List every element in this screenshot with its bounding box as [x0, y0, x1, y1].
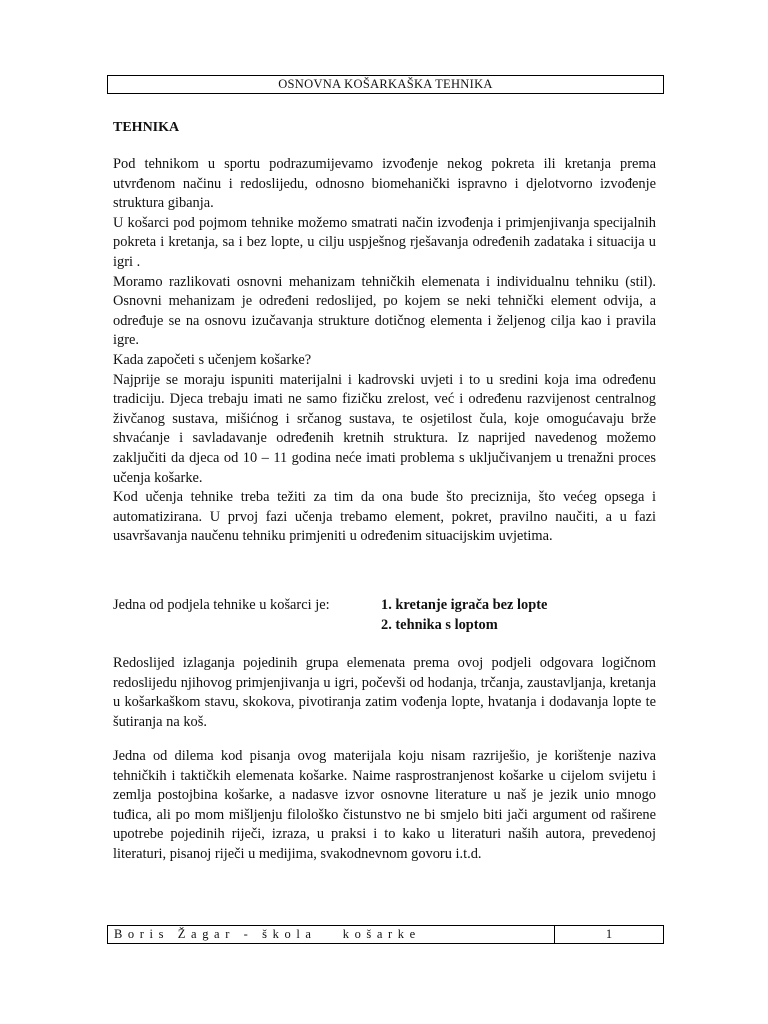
division-intro: Jedna od podjela tehnike u košarci je:: [113, 597, 330, 613]
paragraph: Redoslijed izlaganja pojedinih grupa elemenata prema ovoj podjeli odgovara logičnom redoslijedu njihovog primjenjivanja u igri, počevši od hodanja, trčanja, zaustavljanja, kretanja u košarkaškom stavu, skokova, pivotiranja zatim vođenja lopte, hvatanja i dodavanja lopte te šutiranja na koš.: [113, 655, 656, 730]
paragraph: Najprije se moraju ispuniti materijalni i kadrovski uvjeti i to u sredini koja ima određenu tradiciju. Djeca trebaju imati ne samo fizičku zrelost, već i određenu razvijenost centralnog živčanog sustava, mišićnog i srčanog sustava, te osjetilost čula, koje omogućavaju brže shvaćanje i savladavanje određenih kretnih struktura. Iz naprijed navedenog možemo zaključiti da djeca od 10 – 11 godina neće imati problema s uključivanjem u trenažni proces učenja košarke.: [113, 371, 656, 486]
section-heading: TEHNIKA: [113, 120, 180, 135]
page-number: 1: [605, 927, 613, 941]
document-footer: [107, 925, 664, 944]
paragraph: U košarci pod pojmom tehnike možemo smatrati način izvođenja i primjenjivanja specijalnih pokreta i kretanja, sa i bez lopte, u cilju uspješnog rješavanja određenih zadataka i situacija u igri .: [113, 214, 656, 270]
header-title: OSNOVNA KOŠARKAŠKA TEHNIKA: [278, 77, 493, 91]
paragraph: Jedna od dilema kod pisanja ovog materijala koju nisam razriješio, je korištenje naziva tehničkih i taktičkih elemenata košarke. Naime rasprostranjenost košarke u cijelom svijetu i zemlja postojbina košarke, a nadasve izvor osnovne literature u naš je jezik unio mnogo tuđica, ali po mom mišljenju filološko čistunstvo ne bi smjelo biti jači argument od raširene upotrebe pojedinih riječi, izraza, u praksi i to kako u literaturi naših autora, prevedenoj literaturi, pisanoj riječi u medijima, svakodnevnom govoru i.t.d.: [113, 748, 656, 862]
paragraph: Kod učenja tehnike treba težiti za tim da ona bude što preciznija, što većeg opsega i automatizirana. U prvoj fazi učenja trebamo element, pokret, pravilno naučiti, a u fazi usavršavanja naučenu tehniku primjeniti u određenim situacijskim uvjetima.: [113, 489, 656, 545]
document-header: [107, 75, 664, 94]
order-paragraph: [113, 654, 656, 732]
intro-paragraphs: [113, 155, 656, 547]
paragraph: Pod tehnikom u sportu podrazumijevamo izvođenje nekog pokreta ili kretanja prema utvrđenom načinu i redoslijedu, odnosno biomehanički ispravno i djelotvorno izvođenje struktura gibanja.: [113, 156, 656, 212]
division-item: 2. tehnika s loptom: [381, 617, 498, 633]
paragraph: Moramo razlikovati osnovni mehanizam tehničkih elemenata i individualnu tehniku (stil). Osnovni mehanizam je određeni redoslijed, po kojem se neki tehnički element odvija, a određuje se na osnovu izučavanja strukture dotičnog elementa i željenog cilja kao i pravila igre.: [113, 273, 656, 349]
footer-author: Boris Žagar - škola košarke: [108, 926, 555, 943]
paragraph-question: Kada započeti s učenjem košarke?: [113, 351, 312, 368]
dilemma-paragraph: [113, 747, 656, 865]
division-item: 1. kretanje igrača bez lopte: [381, 597, 548, 613]
